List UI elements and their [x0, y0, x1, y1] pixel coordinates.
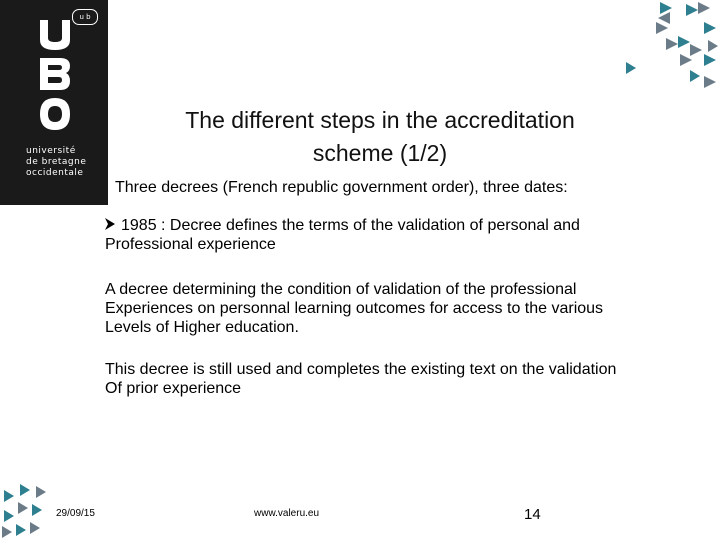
bullet-text: 1985 : Decree defines the terms of the validation of personal and	[121, 217, 580, 234]
slide-title-line-2: scheme (1/2)	[312, 140, 448, 166]
paragraph-1-line-2: Experiences on personnal learning outcomes for access to the various	[105, 300, 604, 317]
arrow-bullet-icon	[105, 216, 115, 235]
ubo-logo-icon	[36, 18, 74, 136]
bullet-text-continued: Professional experience	[105, 236, 276, 253]
page-number: 14	[524, 506, 541, 523]
paragraph-2	[105, 360, 705, 398]
bullet-item	[105, 216, 705, 254]
footer-date: 29/09/15	[56, 508, 95, 519]
decorative-triangles-top-right	[600, 0, 720, 100]
footer-url: www.valeru.eu	[254, 508, 320, 519]
slide-title	[130, 104, 630, 170]
paragraph-2-line-1: This decree is still used and completes the existing text on the validation	[105, 361, 617, 378]
paragraph-2-line-2: Of prior experience	[105, 380, 242, 397]
university-line-1: université	[26, 146, 76, 156]
paragraph-1-line-1: A decree determining the condition of validation of the professional	[105, 281, 577, 298]
ubl-badge: u b	[72, 9, 98, 25]
university-name	[26, 146, 86, 179]
paragraph-1	[105, 280, 705, 337]
paragraph-1-line-3: Levels of Higher education.	[105, 319, 299, 336]
university-line-3: occidentale	[26, 168, 84, 178]
intro-text: Three decrees (French republic government order), three dates:	[115, 179, 568, 196]
logo-panel	[0, 0, 108, 205]
decorative-triangles-bottom-left	[0, 480, 60, 540]
slide-title-line-1: The different steps in the accreditation	[185, 107, 575, 133]
university-line-2: de bretagne	[26, 157, 87, 167]
